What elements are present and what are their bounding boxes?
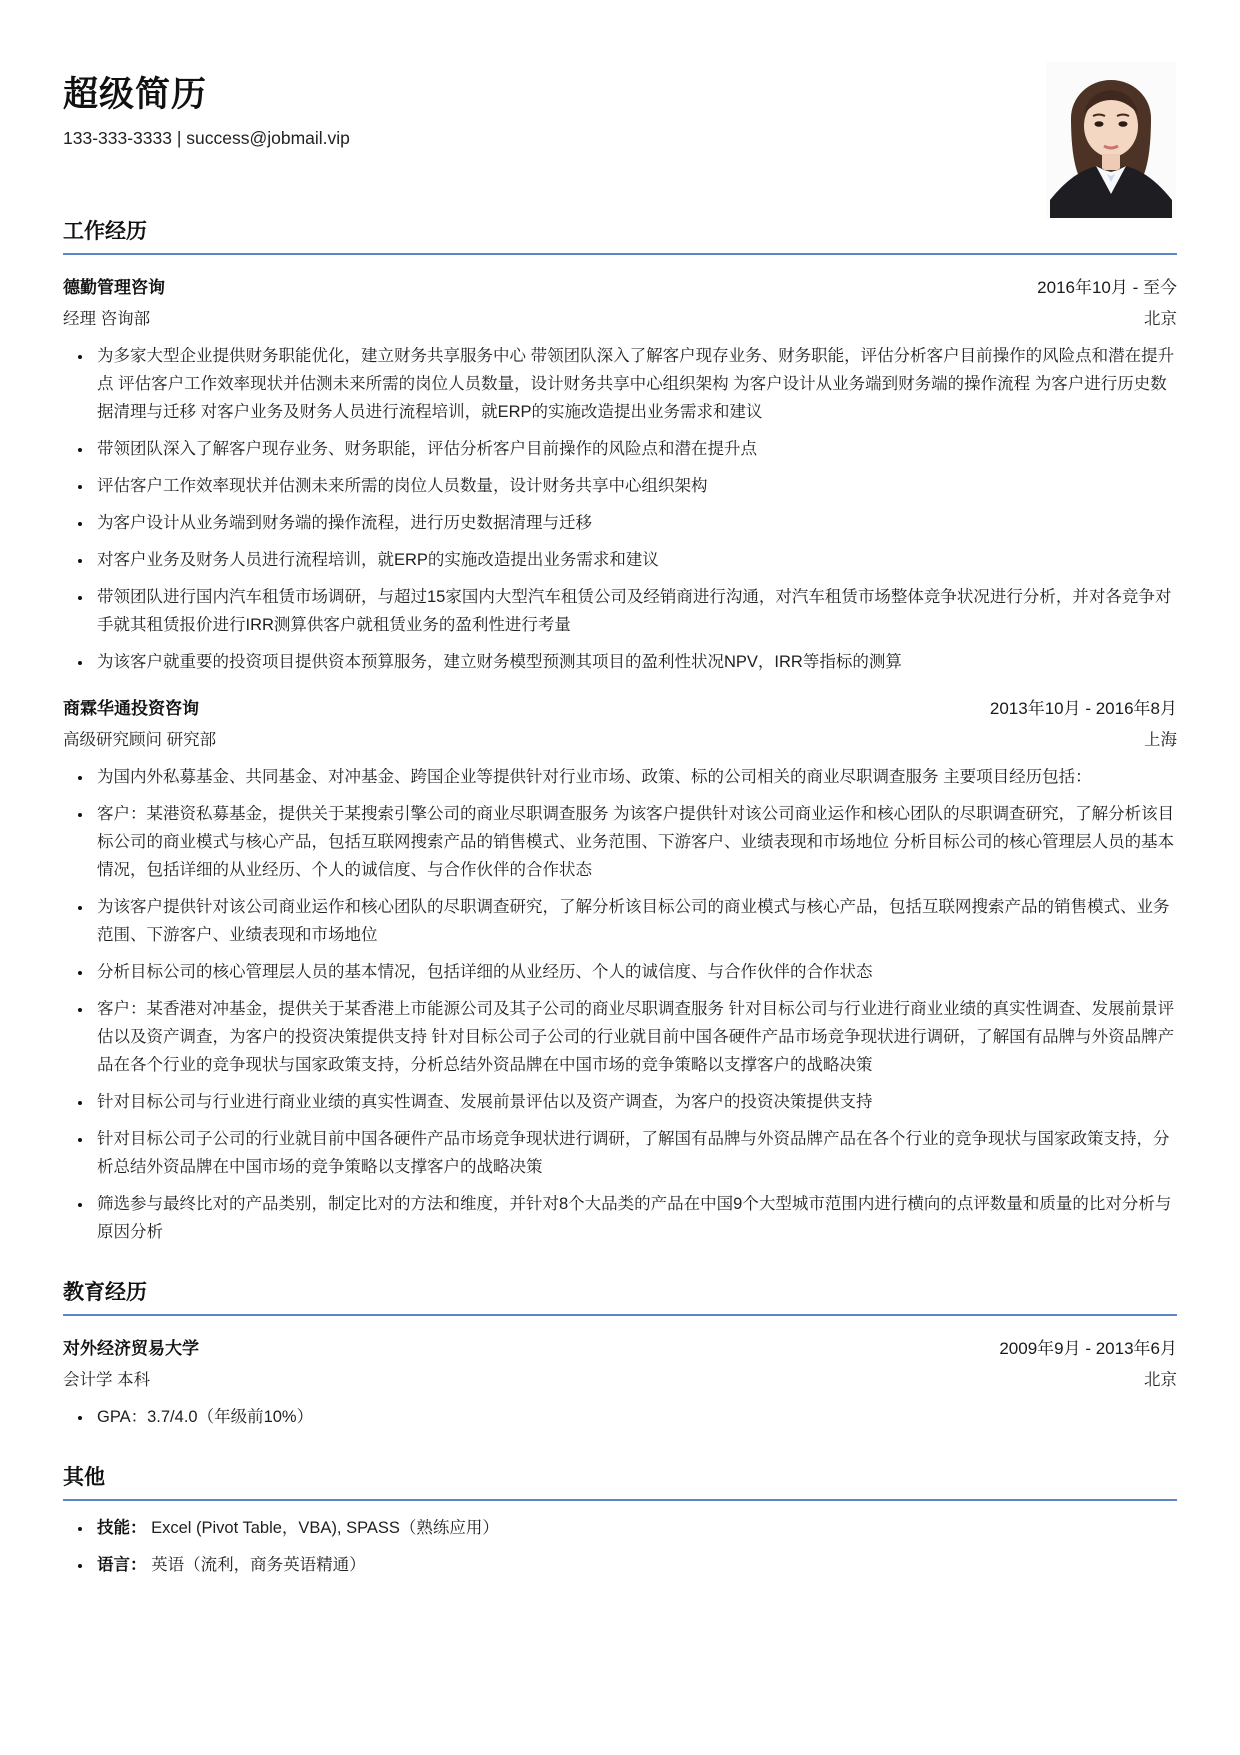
section-other [63,1461,1177,1579]
bullet-item: • 带领团队进行国内汽车租赁市场调研，与超过15家国内大型汽车租赁公司及经销商进行沟通，对汽车租赁市场整体竞争状况进行分析，并对各竞争对手就其租赁报价进行IRR测算供客户就租赁业务的盈利性进行考量 [93,583,1177,639]
location: 北京 [1144,1371,1177,1389]
date-range: 2009年9月 - 2013年6月 [999,1339,1177,1358]
profile-photo [1046,62,1176,218]
location: 北京 [1144,310,1177,328]
section-title-work: 工作经历 [63,215,1177,255]
section-title-education: 教育经历 [63,1276,1177,1316]
bullet-item: • 分析目标公司的核心管理层人员的基本情况，包括详细的从业经历、个人的诚信度、与合作伙伴的合作状态 [93,958,1177,986]
bullet-item: • 对客户业务及财务人员进行流程培训，就ERP的实施改造提出业务需求和建议 [93,546,1177,574]
entry-header [63,1334,1177,1359]
bullet-item: • 带领团队深入了解客户现存业务、财务职能，评估分析客户目前操作的风险点和潜在提升点 [93,435,1177,463]
entry-subheader [63,726,1177,750]
bullet-item: • 客户：某港资私募基金，提供关于某搜索引擎公司的商业尽职调查服务 为该客户提供针对该公司商业运作和核心团队的尽职调查研究，了解分析该目标公司的商业模式与核心产品，包括互联网搜索产品的销售模式、业务范围、下游客户、业绩表现和市场地位 分析目标公司的核心管理层人员的基本情况，包括详细的从业经历、个人的诚信度、与合作伙伴的合作状态 [93,800,1177,884]
contact-line: 133-333-3333 | success@jobmail.vip [63,128,350,148]
bullet-item: • 语言： 英语（流利，商务英语精通） [93,1551,1177,1579]
bullet-item: • 筛选参与最终比对的产品类别，制定比对的方法和维度，并针对8个大品类的产品在中国9个大型城市范围内进行横向的点评数量和质量的比对分析与原因分析 [93,1190,1177,1246]
job-title: 高级研究顾问 研究部 [63,731,217,749]
bullet-list [63,1403,1177,1431]
entry-subheader [63,1366,1177,1390]
bullet-list [63,763,1177,1246]
section-title-other: 其他 [63,1461,1177,1501]
entry-subheader [63,305,1177,329]
bullet-item: • 评估客户工作效率现状并估测未来所需的岗位人员数量，设计财务共享中心组织架构 [93,472,1177,500]
bullet-item: • 为国内外私募基金、共同基金、对冲基金、跨国企业等提供针对行业市场、政策、标的公司相关的商业尽职调查服务 主要项目经历包括： [93,763,1177,791]
resume-header [63,74,1177,149]
bullet-label: 技能： [97,1519,147,1537]
section-work [63,215,1177,1246]
bullet-item: • 针对目标公司与行业进行商业业绩的真实性调查、发展前景评估以及资产调查，为客户的投资决策提供支持 [93,1088,1177,1116]
work-entry-1 [63,273,1177,676]
location: 上海 [1144,731,1177,749]
job-title: 经理 咨询部 [63,310,151,328]
date-range: 2013年10月 - 2016年8月 [989,699,1177,718]
profile-photo-illustration [1046,62,1176,218]
bullet-label: 语言： [97,1556,147,1574]
bullet-item: • 为该客户提供针对该公司商业运作和核心团队的尽职调查研究，了解分析该目标公司的商业模式与核心产品，包括互联网搜索产品的销售模式、业务范围、下游客户、业绩表现和市场地位 [93,893,1177,949]
bullet-item: • 技能： Excel (Pivot Table，VBA), SPASS（熟练应用） [93,1514,1177,1542]
bullet-item: • 客户：某香港对冲基金，提供关于某香港上市能源公司及其子公司的商业尽职调查服务 针对目标公司与行业进行商业业绩的真实性调查、发展前景评估以及资产调查，为客户的投资决策提供支持 针对目标公司子公司的行业就目前中国各硬件产品市场竞争现状进行调研，了解国有品牌与外资品牌产品在各个行业的竞争现状与国家政策支持，分析总结外资品牌在中国市场的竞争策略以支撑客户的战略决策 [93,995,1177,1079]
bullet-item: • 针对目标公司子公司的行业就目前中国各硬件产品市场竞争现状进行调研，了解国有品牌与外资品牌产品在各个行业的竞争现状与国家政策支持，分析总结外资品牌在中国市场的竞争策略以支撑客户的战略决策 [93,1125,1177,1181]
section-education [63,1276,1177,1431]
education-entry [63,1334,1177,1431]
entry-header [63,694,1177,719]
bullet-item: • 为该客户就重要的投资项目提供资本预算服务，建立财务模型预测其项目的盈利性状况NPV，IRR等指标的测算 [93,648,1177,676]
bullet-item: • 为客户设计从业务端到财务端的操作流程，进行历史数据清理与迁移 [93,509,1177,537]
company-name: 德勤管理咨询 [63,278,165,297]
school-name: 对外经济贸易大学 [63,1339,199,1358]
date-range: 2016年10月 - 至今 [1037,278,1177,297]
company-name: 商霖华通投资咨询 [63,699,199,718]
bullet-list [63,1514,1177,1579]
bullet-list [63,342,1177,676]
page-title: 超级简历 [63,75,208,114]
entry-header [63,273,1177,298]
bullet-item: • 为多家大型企业提供财务职能优化，建立财务共享服务中心 带领团队深入了解客户现存业务、财务职能，评估分析客户目前操作的风险点和潜在提升点 评估客户工作效率现状并估测未来所需的岗位人员数量，设计财务共享中心组织架构 为客户设计从业务端到财务端的操作流程 为客户进行历史数据清理与迁移 对客户业务及财务人员进行流程培训，就ERP的实施改造提出业务需求和建议 [93,342,1177,426]
bullet-item: • GPA：3.7/4.0（年级前10%） [93,1403,1177,1431]
work-entry-2 [63,694,1177,1246]
major-degree: 会计学 本科 [63,1371,151,1389]
